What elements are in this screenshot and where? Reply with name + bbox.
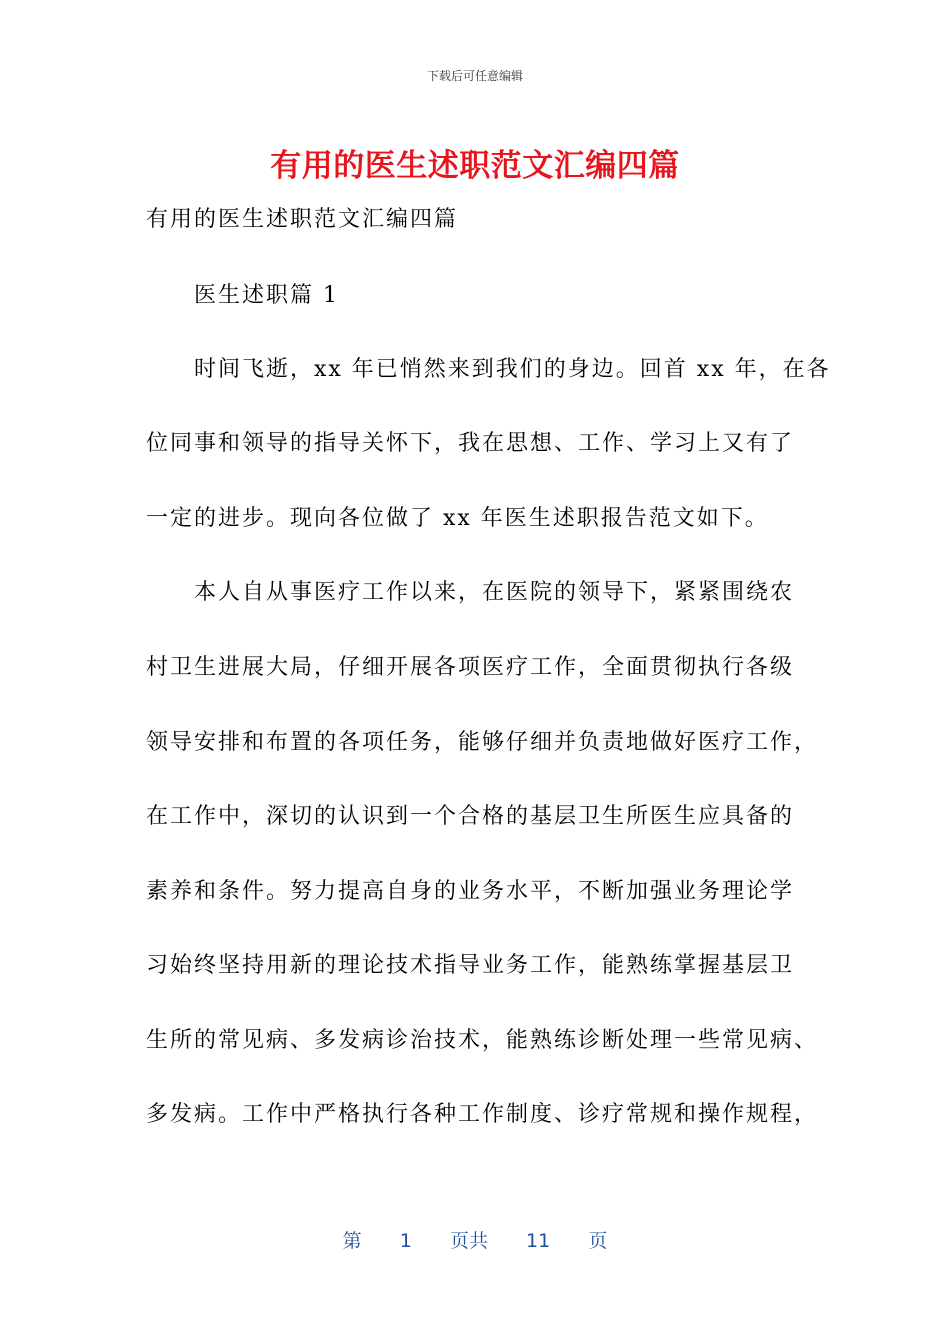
paragraph-line: 时间飞逝，xx 年已悄然来到我们的身边。回首 xx 年，在各: [194, 357, 831, 382]
paragraph-line: 生所的常见病、多发病诊治技术，能熟练诊断处理一些常见病、: [146, 1028, 819, 1053]
page-label-middle: 页共: [449, 1230, 488, 1252]
page-label-prefix: 第: [342, 1230, 362, 1252]
section-heading: 医生述职篇 1: [194, 283, 339, 308]
paragraph-line: 多发病。工作中严格执行各种工作制度、诊疗常规和操作规程，: [146, 1102, 819, 1127]
total-pages-number: 11: [526, 1230, 551, 1252]
paragraph-line: 素养和条件。努力提高自身的业务水平，不断加强业务理论学: [146, 879, 795, 904]
paragraph-line: 领导安排和布置的各项任务，能够仔细并负责地做好医疗工作，: [146, 730, 819, 755]
paragraph-line: 本人自从事医疗工作以来，在医院的领导下，紧紧围绕农: [194, 580, 795, 605]
paragraph-line: 位同事和领导的指导关怀下，我在思想、工作、学习上又有了: [146, 431, 795, 456]
document-title: 有用的医生述职范文汇编四篇: [270, 148, 680, 184]
page-label-suffix: 页: [588, 1230, 608, 1252]
paragraph-line: 一定的进步。现向各位做了 xx 年医生述职报告范文如下。: [146, 506, 769, 531]
current-page-number: 1: [399, 1230, 412, 1252]
page-footer: [0, 1226, 950, 1253]
body-subtitle: 有用的医生述职范文汇编四篇: [146, 207, 459, 232]
header-note: 下载后可任意编辑: [426, 69, 523, 83]
paragraph-line: 在工作中，深切的认识到一个合格的基层卫生所医生应具备的: [146, 804, 795, 829]
paragraph-line: 村卫生进展大局，仔细开展各项医疗工作，全面贯彻执行各级: [146, 655, 795, 680]
paragraph-line: 习始终坚持用新的理论技术指导业务工作，能熟练掌握基层卫: [146, 953, 795, 978]
